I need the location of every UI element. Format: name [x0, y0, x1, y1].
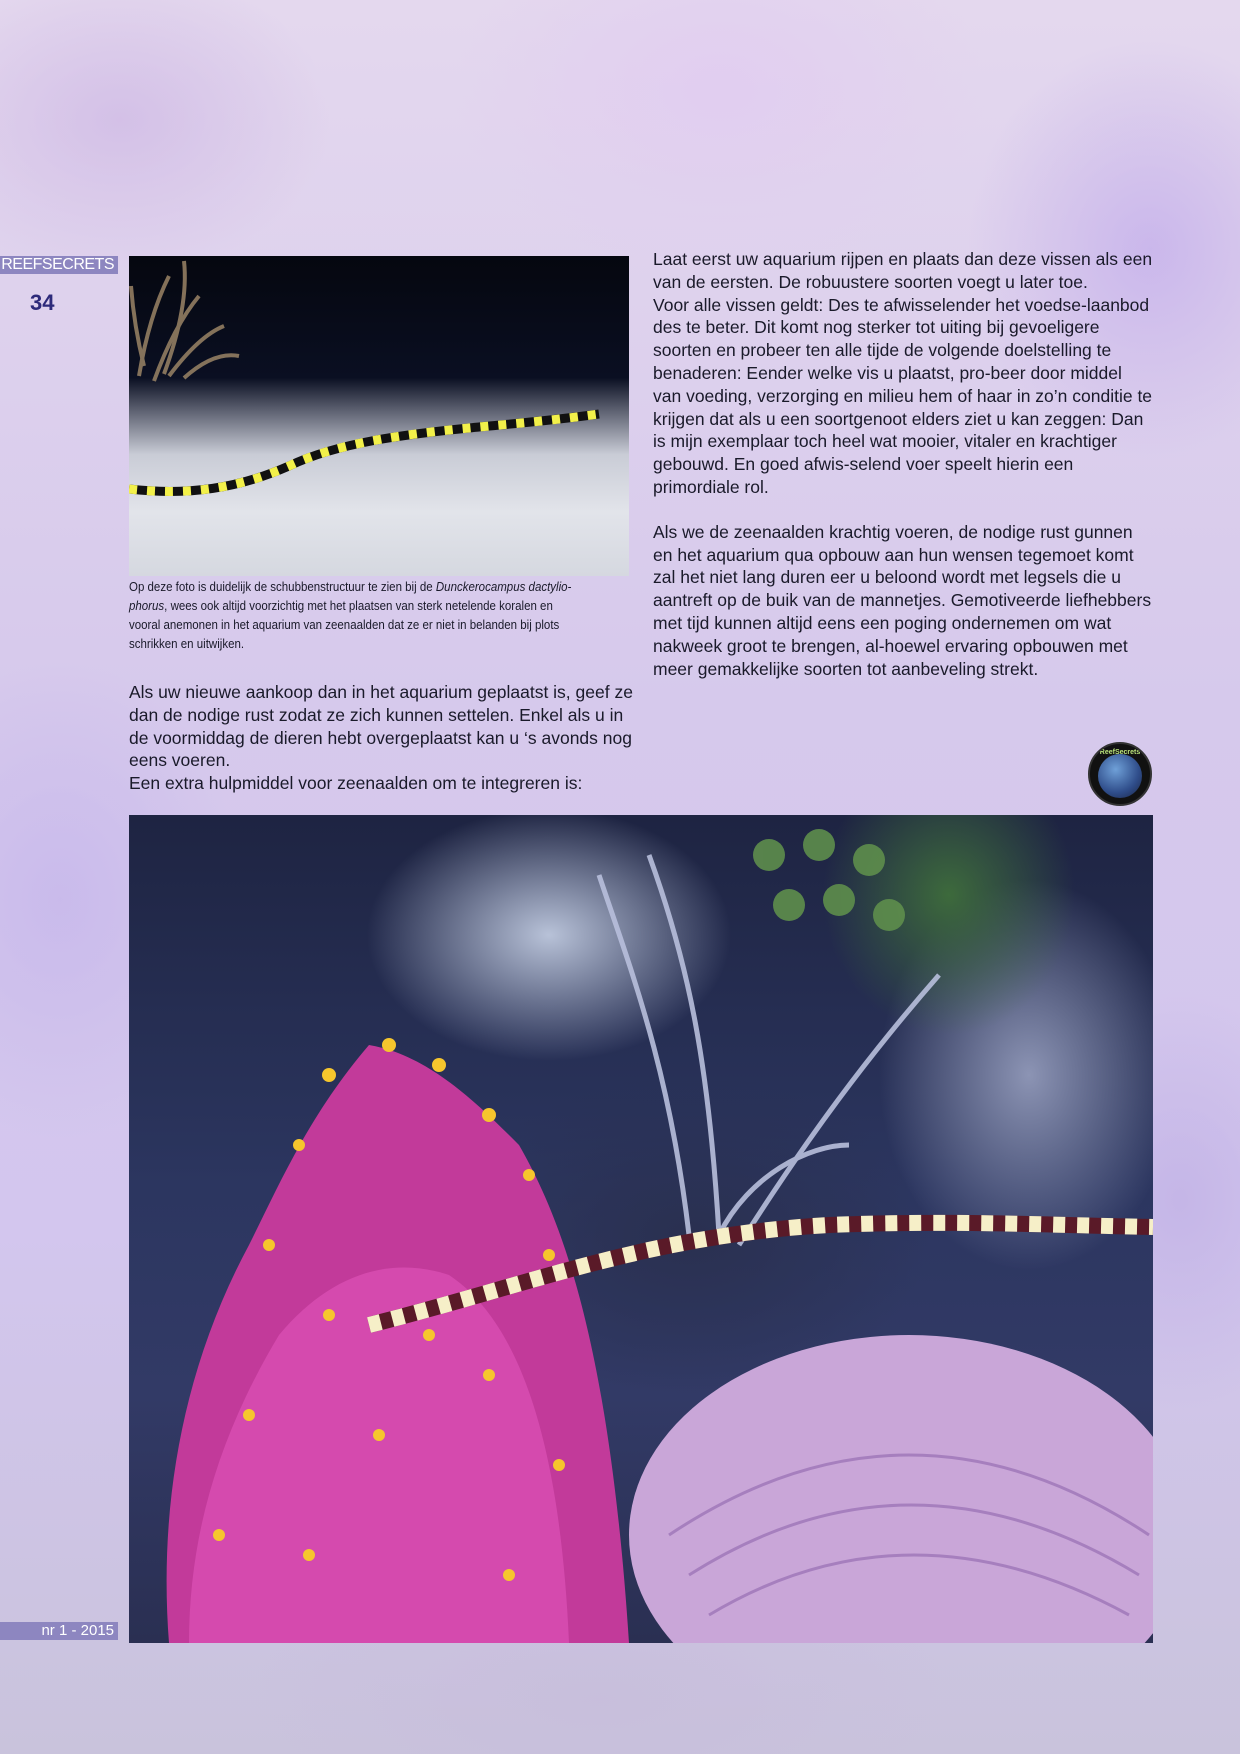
logo-text: ReefSecrets [1099, 749, 1141, 756]
issue-label: nr 1 - 2015 [0, 1622, 118, 1640]
globe-icon [1098, 754, 1142, 798]
photo-caption [129, 578, 580, 654]
right-paragraph-3: Als we de zeenaalden krachtig voeren, de nodige rust gunnen en het aquarium qua opbouw aan hun wensen tegemoet komt zal het niet lang duren eer u beloond wordt met legsels die u aantreft op de buik van de mannetjes. Gemotiveerde liefhebbers met tijd kunnen altijd eens een poging ondernemen om wat nakweek groot te brengen, al-hoewel ervaring opbouwen met meer gemakkelijke soorten tot aanbeveling strekt. [653, 521, 1152, 679]
aquarium-photo [129, 815, 1153, 1643]
reefsecrets-logo [1088, 742, 1152, 806]
right-paragraph-1: Laat eerst uw aquarium rijpen en plaats dan deze vissen als een van de eersten. De robuustere soorten voegt u later toe. [653, 249, 1153, 292]
page-number: 34 [30, 290, 55, 315]
right-paragraph-2: Voor alle vissen geldt: Des te afwisselender het voedse-laanbod des te beter. Dit komt nog sterker tot uiting bij gevoeligere soorten en probeer ten alle tijde de volgende doelstelling te benaderen: Eender welke vis u plaatst, pro-beer door middel van voeding, verzorging en milieu hem of haar in zo’n conditie te krijgen dat als u een soortgenoot elders ziet u kan zeggen: Dan is mijn exemplaar toch heel wat mooier, vitaler en krachtiger gebouwd. En goed afwis-selend voer speelt hierin een primordiale rol. [653, 294, 1153, 497]
right-column [653, 248, 1153, 680]
pipefish-photo [129, 256, 629, 576]
caption-species: Dunckerocampus dactylio-phorus [129, 580, 572, 613]
caption-text-start: Op deze foto is duidelijk de schubbenstructuur te zien bij de [129, 580, 436, 594]
left-column [129, 681, 639, 795]
caption-text-end: , wees ook altijd voorzichtig met het plaatsen van sterk netelende koralen en vooral anemonen in het aquarium van zeenaalden dat ze er niet in belanden bij plots schrikken en uitwijken. [129, 599, 560, 651]
left-paragraph-2: Een extra hulpmiddel voor zeenaalden om te integreren is: [129, 773, 583, 794]
brand-tab: REEFSECRETS [0, 256, 118, 274]
left-paragraph-1: Als uw nieuwe aankoop dan in het aquarium geplaatst is, geef ze dan de nodige rust zodat ze zich kunnen settelen. Enkel als u in de voormiddag de dieren hebt overgeplaatst kan u ‘s avonds nog eens voeren. [129, 682, 633, 771]
